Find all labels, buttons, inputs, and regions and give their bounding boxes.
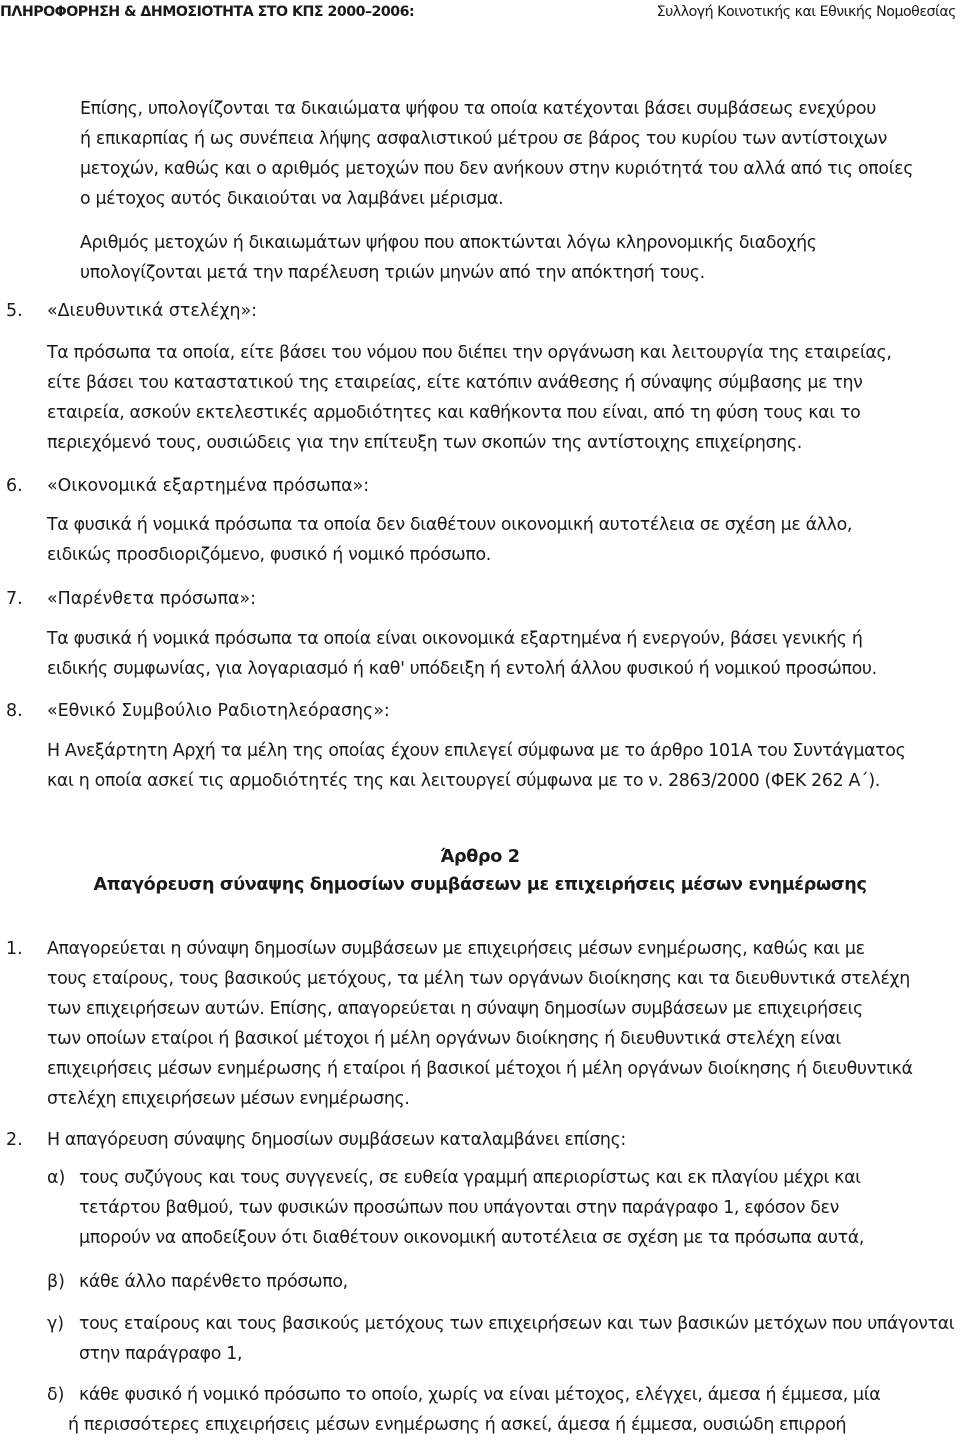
article-title: Απαγόρευση σύναψης δημοσίων συμβάσεων με επιχειρήσεις μέσων ενημέρωσης	[93, 875, 867, 895]
text-line: στην παράγραφο 1,	[79, 1344, 243, 1364]
text-line: και η οποία ασκεί τις αρμοδιότητές της και λειτουργεί σύμφωνα με το ν. 2863/2000 (ΦΕΚ 262 Α΄).	[47, 771, 880, 791]
text-line: τους εταίρους και τους βασικούς μετόχους των επιχειρήσεων και των βασικών μετόχων που υπάγονται	[79, 1314, 955, 1334]
text-line: περιεχόμενό τους, ουσιώδεις για την επίτευξη των σκοπών της αντίστοιχης επιχείρησης.	[47, 433, 802, 453]
text-line: Τα φυσικά ή νομικά πρόσωπα τα οποία είναι οικονομικά εξαρτημένα ή ενεργούν, βάσει γενικής ή	[47, 629, 863, 649]
definition-number: 5.	[6, 301, 23, 321]
header-left-title: ΠΛΗΡΟΦΟΡΗΣΗ & ΔΗΜΟΣΙΟΤΗΤΑ ΣΤΟ ΚΠΣ 2000–2006:	[0, 4, 415, 20]
running-header	[0, 0, 960, 26]
text-line: μετοχών, καθώς και ο αριθμός μετοχών που δεν ανήκουν στην κυριότητά του αλλά από τις οποίες	[80, 159, 914, 179]
item-label: δ)	[47, 1385, 65, 1405]
text-line: κάθε φυσικό ή νομικό πρόσωπο το οποίο, χωρίς να είναι μέτοχος, ελέγχει, άμεσα ή έμμεσα, μία	[79, 1385, 881, 1405]
text-line: Η απαγόρευση σύναψης δημοσίων συμβάσεων καταλαμβάνει επίσης:	[47, 1130, 626, 1150]
definition-term: «Διευθυντικά στελέχη»:	[47, 301, 258, 321]
paragraph-number: 2.	[6, 1130, 23, 1150]
intro-paragraph-2	[80, 228, 817, 288]
definition-number: 7.	[6, 589, 23, 609]
text-line: μπορούν να αποδείξουν ότι διαθέτουν οικονομική αυτοτέλεια σε σχέση με τα πρόσωπα αυτά,	[79, 1228, 865, 1248]
text-line: ή περισσότερες επιχειρήσεις μέσων ενημέρωσης ή ασκεί, άμεσα ή έμμεσα, ουσιώδη επιρροή	[68, 1415, 847, 1435]
definition-text	[47, 338, 892, 458]
paragraph-text	[47, 1125, 626, 1155]
definition-term: «Οικονομικά εξαρτημένα πρόσωπα»:	[47, 476, 370, 496]
definition-number: 6.	[6, 476, 23, 496]
text-line: τετάρτου βαθμού, των φυσικών προσώπων που υπάγονται στην παράγραφο 1, εφόσον δεν	[79, 1198, 839, 1218]
definition-term: «Παρένθετα πρόσωπα»:	[47, 589, 257, 609]
text-line: Αριθμός μετοχών ή δικαιωμάτων ψήφου που αποκτώνται λόγω κληρονομικής διαδοχής	[80, 233, 817, 253]
definition-text	[47, 624, 877, 684]
definition-term: «Εθνικό Συμβούλιο Ραδιοτηλεόρασης»:	[47, 701, 390, 721]
paragraph-number: 1.	[6, 939, 23, 959]
item-text	[79, 1267, 348, 1297]
paragraph-text	[47, 934, 913, 1114]
definition-text	[47, 736, 905, 796]
intro-paragraph-1	[80, 94, 913, 214]
article-number: Άρθρο 2	[440, 847, 520, 867]
text-line: Τα φυσικά ή νομικά πρόσωπα τα οποία δεν διαθέτουν οικονομική αυτοτέλεια σε σχέση με άλλο,	[47, 515, 853, 535]
text-line: ειδικής συμφωνίας, για λογαριασμό ή καθ' υπόδειξη ή εντολή άλλου φυσικού ή νομικού προσώπου.	[47, 659, 877, 679]
text-line: επιχειρήσεις μέσων ενημέρωσης ή εταίροι ή βασικοί μέτοχοι ή μέλη οργάνων διοίκησης ή διευθυντικά	[47, 1059, 913, 1079]
text-line: των οποίων εταίροι ή βασικοί μέτοχοι ή μέλη οργάνων διοίκησης ή διευθυντικά στελέχη είναι	[47, 1029, 841, 1049]
text-line: ο μέτοχος αυτός δικαιούται να λαμβάνει μέρισμα.	[80, 189, 504, 209]
item-text	[68, 1380, 880, 1440]
text-line: ή επικαρπίας ή ως συνέπεια λήψης ασφαλιστικού μέτρου σε βάρος του κυρίου των αντίστοιχων	[80, 129, 888, 149]
definition-number: 8.	[6, 701, 23, 721]
text-line: τους εταίρους, τους βασικούς μετόχους, τα μέλη των οργάνων διοίκησης και τα διευθυντικά στελέχη	[47, 969, 910, 989]
item-label: γ)	[47, 1314, 65, 1334]
item-text	[79, 1309, 954, 1369]
text-line: είτε βάσει του καταστατικού της εταιρείας, είτε κατόπιν ανάθεσης ή σύναψης σύμβασης με την	[47, 373, 863, 393]
text-line: υπολογίζονται μετά την παρέλευση τριών μηνών από την απόκτησή τους.	[80, 263, 705, 283]
text-line: Τα πρόσωπα τα οποία, είτε βάσει του νόμου που διέπει την οργάνωση και λειτουργία της εταιρείας,	[47, 343, 892, 363]
text-line: τους συζύγους και τους συγγενείς, σε ευθεία γραμμή απεριορίστως και εκ πλαγίου μέχρι και	[79, 1168, 861, 1188]
item-text	[79, 1163, 864, 1253]
definition-text	[47, 510, 852, 570]
text-line: Επίσης, υπολογίζονται τα δικαιώματα ψήφου τα οποία κατέχονται βάσει συμβάσεως ενεχύρου	[80, 99, 876, 119]
text-line: Απαγορεύεται η σύναψη δημοσίων συμβάσεων με επιχειρήσεις μέσων ενημέρωσης, καθώς και με	[47, 939, 865, 959]
item-label: β)	[47, 1272, 65, 1292]
text-line: κάθε άλλο παρένθετο πρόσωπο,	[79, 1272, 348, 1292]
text-line: Η Ανεξάρτητη Αρχή τα μέλη της οποίας έχουν επιλεγεί σύμφωνα με το άρθρο 101Α του Συντάγματος	[47, 741, 906, 761]
text-line: εταιρεία, ασκούν εκτελεστικές αρμοδιότητες και καθήκοντα που είναι, από τη φύση τους και το	[47, 403, 861, 423]
item-label: α)	[47, 1168, 66, 1188]
text-line: ειδικώς προσδιοριζόμενο, φυσικό ή νομικό πρόσωπο.	[47, 545, 491, 565]
text-line: στελέχη επιχειρήσεων μέσων ενημέρωσης.	[47, 1089, 410, 1109]
header-right-title: Συλλογή Κοινοτικής και Εθνικής Νομοθεσίας	[656, 4, 956, 20]
text-line: των επιχειρήσεων αυτών. Επίσης, απαγορεύεται η σύναψη δημοσίων συμβάσεων με επιχειρήσεις	[47, 999, 863, 1019]
